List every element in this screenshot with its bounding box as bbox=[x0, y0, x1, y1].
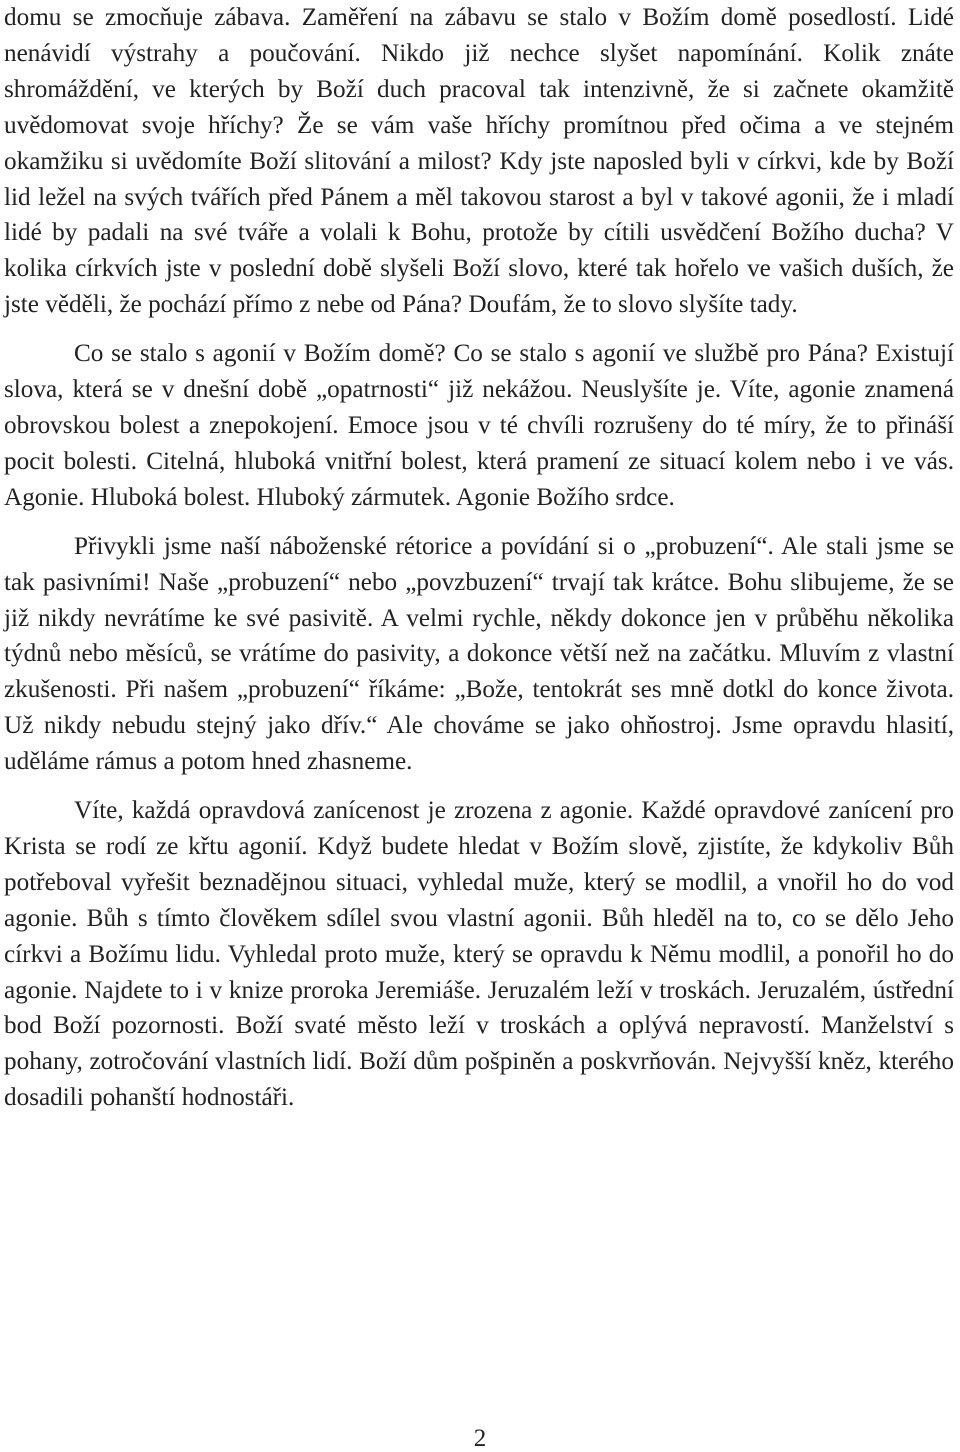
document-body bbox=[4, 0, 954, 1116]
paragraph-4: Víte, každá opravdová zanícenost je zrozena z agonie. Každé opravdové zanícení pro Krista se rodí ze křtu agonií. Když budete hledat v Božím slově, zjistíte, že kdykoliv Bůh potřeboval vyřešit beznadějnou situaci, vyhledal muže, který se modlil, a vnořil ho do vod agonie. Bůh s tímto člověkem sdílel svou vlastní agonii. Bůh hleděl na to, co se dělo Jeho církvi a Božímu lidu. Vyhledal proto muže, který se opravdu k Němu modlil, a ponořil ho do agonie. Najdete to i v knize proroka Jeremiáše. Jeruzalém leží v troskách. Jeruzalém, ústřední bod Boží pozornosti. Boží svaté město leží v troskách a oplývá nepravostí. Manželství s pohany, zotročování vlastních lidí. Boží dům pošpiněn a poskvrňován. Nejvyšší kněz, kterého dosadili pohanští hodnostáři. bbox=[4, 797, 954, 1112]
page-number: 2 bbox=[473, 1425, 487, 1452]
paragraph-3: Přivykli jsme naší náboženské rétorice a povídání si o „probuzení“. Ale stali jsme se tak pasivními! Naše „probuzení“ nebo „povzbuzení“ trvají tak krátce. Bohu slibujeme, že se již nikdy nevrátíme ke své pasivitě. A velmi rychle, někdy dokonce jen v průběhu několika týdnů nebo měsíců, se vrátíme do pasivity, a dokonce větší než na začátku. Mluvím z vlastní zkušenosti. Při našem „probuzení“ říkáme: „Bože, tentokrát ses mně dotkl do konce života. Už nikdy nebudu stejný jako dřív.“ Ale chováme se jako ohňostroj. Jsme opravdu hlasití, uděláme rámus a potom hned zhasneme. bbox=[4, 532, 954, 776]
paragraph-1: domu se zmocňuje zábava. Zaměření na zábavu se stalo v Božím domě posedlostí. Lidé nenávidí výstrahy a poučování. Nikdo již nechce slyšet napomínání. Kolik znáte shromáždění, ve kterých by Boží duch pracoval tak intenzivně, že si začnete okamžitě uvědomovat svoje hříchy? Že se vám vaše hříchy promítnou před očima a ve stejném okamžiku si uvědomíte Boží slitování a milost? Kdy jste naposled byli v církvi, kde by Boží lid ležel na svých tvářích před Pánem a měl takovou starost a byl v takové agonii, že i mladí lidé by padali na své tváře a volali k Bohu, protože by cítili usvědčení Božího ducha? V kolika církvích jste v poslední době slyšeli Boží slovo, které tak hořelo ve vašich duších, že jste věděli, že pochází přímo z nebe od Pána? Doufám, že to slovo slyšíte tady. bbox=[4, 4, 954, 319]
paragraph-2: Co se stalo s agonií v Božím domě? Co se stalo s agonií ve službě pro Pána? Existují slova, která se v dnešní době „opatrnosti“ již nekážou. Neuslyšíte je. Víte, agonie znamená obrovskou bolest a znepokojení. Emoce jsou v té chvíli rozrušeny do té míry, že to přináší pocit bolesti. Citelná, hluboká vnitřní bolest, která pramení ze situací kolem nebo i ve vás. Agonie. Hluboká bolest. Hluboký zármutek. Agonie Božího srdce. bbox=[4, 340, 954, 511]
